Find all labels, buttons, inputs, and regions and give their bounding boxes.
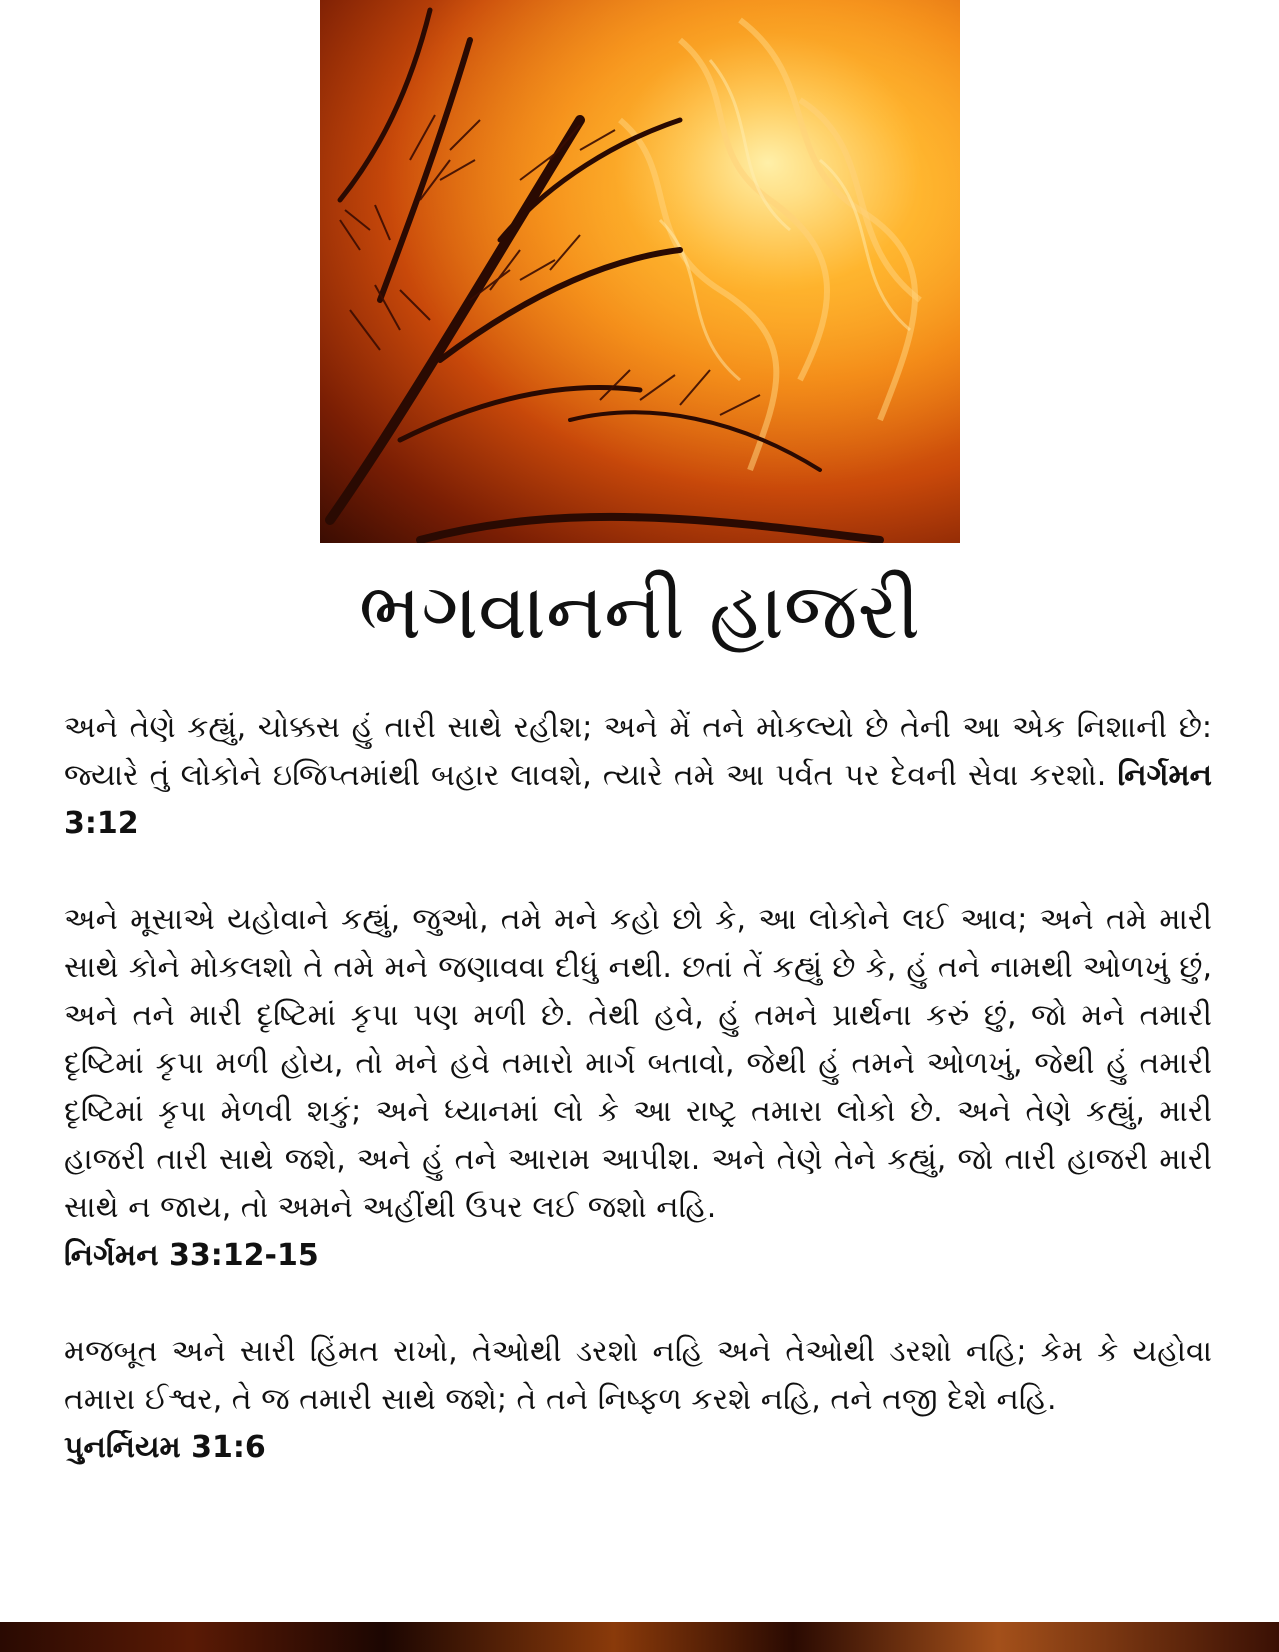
fire-icon [320,0,960,543]
scripture-reference: નિર્ગમન 33:12-15 [64,1238,319,1273]
scripture-text: મજબૂત અને સારી હિંમત રાખો, તેઓથી ડરશો નહિ અને તેઓથી ડરશો નહિ; કેમ કે યહોવા તમારા ઈશ્વર, તે જ તમારી સાથે જશે; તે તને નિષ્ફળ કરશે નહિ, તને તજી દેશે નહિ. [64,1334,1212,1417]
scripture-text: અને મૂસાએ યહોવાને કહ્યું, જુઓ, તમે મને કહો છો કે, આ લોકોને લઈ આવ; અને તમે મારી સાથે કોને મોકલશો તે તમે મને જણાવવા દીધું નથી. છતાં તેં કહ્યું છે કે, હું તને નામથી ઓળખું છું, અને તને મારી દૃષ્ટિમાં કૃપા પણ મળી છે. તેથી હવે, હું તમને પ્રાર્થના કરું છું, જો મને તમારી દૃષ્ટિમાં કૃપા મળી હોય, તો મને હવે તમારો માર્ગ બતાવો, જેથી હું તમને ઓળખું, જેથી હું તમારી દૃષ્ટિમાં કૃપા મેળવી શકું; અને ધ્યાનમાં લો કે આ રાષ્ટ્ર તમારા લોકો છે. અને તેણે કહ્યું, મારી હાજરી તારી સાથે જશે, અને હું તને આરામ આપીશ. અને તેણે તેને કહ્યું, જો તારી હાજરી મારી સાથે ન જાય, તો અમને અહીંથી ઉપર લઈ જશો નહિ. [64,902,1212,1225]
scripture-paragraph-3 [64,1328,1212,1424]
scripture-paragraph-2 [64,896,1212,1232]
scripture-text: અને તેણે કહ્યું, ચોક્કસ હું તારી સાથે રહીશ; અને મેં તને મોકલ્યો છે તેની આ એક નિશાની છે: જ્યારે તું લોકોને ઇજિપ્તમાંથી બહાર લાવશે, ત્યારે તમે આ પર્વત પર દેવની સેવા કરશો. [64,710,1212,793]
scripture-reference: નિર્ગમન 3:12 [64,758,1212,841]
page-title: ભગવાનની હાજરી [358,567,921,657]
scripture-content [64,704,1212,1472]
hero-fire-image [320,0,960,543]
bottom-fire-strip [0,1622,1279,1652]
scripture-reference: પુનર્નિયમ 31:6 [64,1430,266,1465]
scripture-paragraph-1 [64,704,1212,848]
